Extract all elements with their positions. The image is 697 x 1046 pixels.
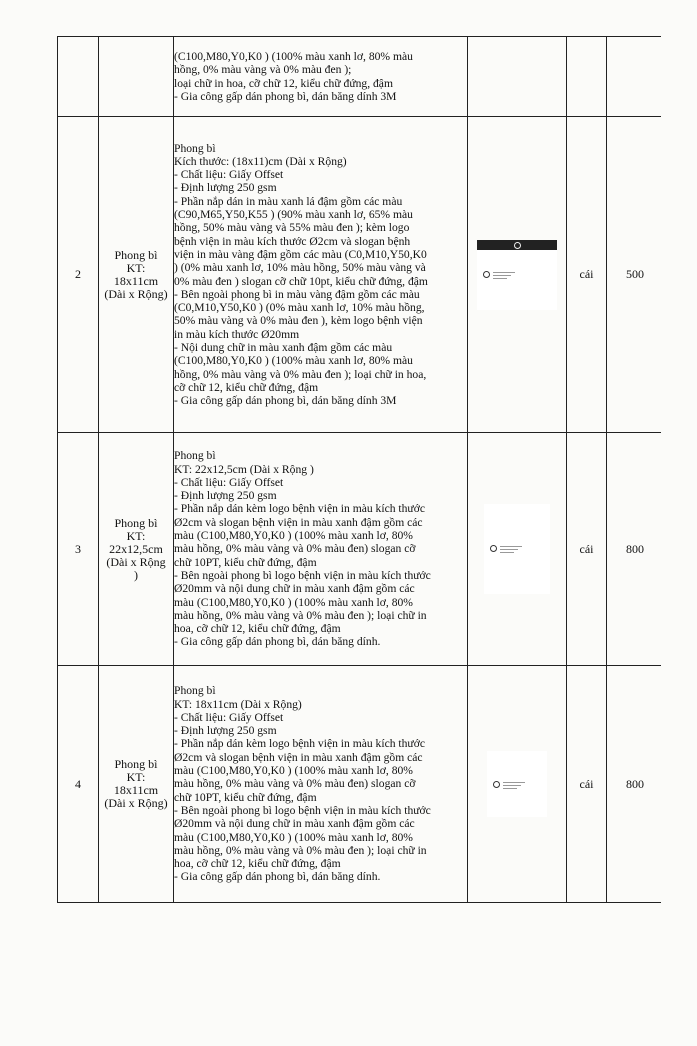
description-line: - Gia công gấp dán phong bì, dán băng dính 3M: [174, 394, 397, 408]
description-cell: [174, 433, 468, 666]
description-line: Ø2cm và slogan bệnh viện in màu xanh đậm gồm các: [174, 515, 423, 529]
unit-cell: cái: [567, 117, 607, 433]
description-line: chữ 10PT, kiểu chữ đứng, đậm: [174, 790, 317, 804]
description-line: - Chất liệu: Giấy Offset: [174, 475, 284, 489]
description-line: cỡ chữ 12, kiểu chữ đứng, đậm: [174, 380, 319, 394]
description-line: - Nội dung chữ in màu xanh đậm gồm các màu: [174, 340, 393, 354]
description-line: Ø20mm và nội dung chữ in màu xanh đậm gồm các: [174, 817, 415, 831]
description-line: màu (C100,M80,Y0,K0 ) (100% màu xanh lơ, 80%: [174, 529, 413, 543]
description-line: hoa, cỡ chữ 12, kiểu chữ đứng, đậm: [174, 622, 341, 636]
description-line: Phong bì: [174, 141, 216, 155]
logo-icon: [490, 545, 497, 552]
description-line: bệnh viện in màu kích thước Ø2cm và slogan bệnh: [174, 234, 411, 248]
description-line: - Gia công gấp dán phong bì, dán băng dính.: [174, 635, 381, 649]
description-line: - Phần nắp dán kèm logo bệnh viện in màu kích thước: [174, 502, 425, 516]
description-line: - Định lượng 250 gsm: [174, 489, 277, 503]
description-line: (C100,M80,Y0,K0 ) (100% màu xanh lơ, 80% màu: [174, 49, 413, 63]
item-name-line: KT:: [126, 528, 146, 543]
description-line: màu hồng, 0% màu vàng và 0% màu đen ); loại chữ in: [174, 608, 427, 622]
description-line: - Bên ngoài phong bì in màu vàng đậm gồm các màu: [174, 287, 420, 301]
description-line: - Bên ngoài phong bì logo bệnh viện in màu kích thước: [174, 803, 431, 817]
unit-cell: [567, 37, 607, 117]
logo-icon: [493, 781, 500, 788]
description-line: - Chất liệu: Giấy Offset: [174, 710, 284, 724]
description-line: Ø20mm và nội dung chữ in màu xanh đậm gồm các: [174, 582, 415, 596]
sample-image-cell: [468, 433, 567, 666]
row-number-cell: 3: [58, 433, 99, 666]
quantity-cell: [607, 37, 664, 117]
description-line: hồng, 50% màu vàng và 55% màu đen ); kèm logo: [174, 221, 410, 235]
item-name-line: 18x11cm: [113, 783, 159, 797]
table-body: [58, 37, 664, 903]
description-line: - Gia công gấp dán phong bì, dán băng dính.: [174, 870, 381, 884]
description-line: 0% màu đen ) slogan cỡ chữ 10pt, kiểu chữ đứng, đậm: [174, 274, 428, 288]
sample-image-cell: [468, 117, 567, 433]
description-line: màu (C100,M80,Y0,K0 ) (100% màu xanh lơ, 80%: [174, 764, 413, 778]
description-cell: [174, 37, 468, 117]
envelope-sample-image: [487, 751, 547, 817]
description-line: Phong bì: [174, 449, 216, 463]
row-number-cell: 2: [58, 117, 99, 433]
row-number-cell: 4: [58, 666, 99, 903]
table-row: [58, 666, 664, 903]
description-line: - Chất liệu: Giấy Offset: [174, 168, 284, 182]
description-line: (C100,M80,Y0,K0 ) (100% màu xanh lơ, 80% màu: [174, 354, 413, 368]
table-row: [58, 37, 664, 117]
item-name-line: (Dài x Rộng): [104, 796, 168, 810]
description-line: màu hồng, 0% màu vàng và 0% màu đen) slogan cỡ: [174, 542, 416, 556]
item-name-cell: [99, 117, 174, 433]
quantity-cell: 800: [607, 433, 664, 666]
unit-cell: cái: [567, 666, 607, 903]
item-name-cell: [99, 37, 174, 117]
item-name-line: ): [134, 567, 138, 582]
description-line: ) (0% màu xanh lơ, 10% màu hồng, 50% màu vàng và: [174, 261, 426, 275]
description-line: - Phần nắp dán kèm logo bệnh viện in màu kích thước: [174, 737, 425, 751]
description-line: màu hồng, 0% màu vàng và 0% màu đen ); loại chữ in: [174, 843, 427, 857]
description-line: màu (C100,M80,Y0,K0 ) (100% màu xanh lơ, 80%: [174, 830, 413, 844]
description-line: Ø2cm và slogan bệnh viện in màu xanh đậm gồm các: [174, 750, 423, 764]
item-name-line: 22x12,5cm: [109, 541, 163, 556]
item-name-line: KT:: [126, 770, 146, 784]
description-line: hồng, 0% màu vàng và 0% màu đen );: [174, 63, 352, 77]
description-line: (C90,M65,Y50,K55 ) (90% màu xanh lơ, 65% màu: [174, 208, 413, 222]
item-name-line: Phong bì: [114, 247, 158, 262]
specification-table: [57, 36, 664, 903]
item-name-line: (Dài x Rộng): [104, 286, 168, 301]
description-line: hoa, cỡ chữ 12, kiểu chữ đứng, đậm: [174, 857, 341, 871]
description-line: - Định lượng 250 gsm: [174, 181, 277, 195]
description-cell: [174, 117, 468, 433]
item-name-line: Phong bì: [114, 515, 158, 530]
item-name-cell: [99, 666, 174, 903]
description-line: KT: 22x12,5cm (Dài x Rộng ): [174, 462, 314, 476]
description-line: in màu kích thước Ø20mm: [174, 327, 300, 341]
description-line: màu hồng, 0% màu vàng và 0% màu đen) slogan cỡ: [174, 777, 416, 791]
table-row: [58, 117, 664, 433]
sample-image-cell: [468, 666, 567, 903]
description-line: loại chữ in hoa, cỡ chữ 12, kiểu chữ đứng, đậm: [174, 76, 393, 90]
description-line: - Định lượng 250 gsm: [174, 724, 277, 738]
page-edge: [661, 0, 697, 1046]
description-line: 50% màu vàng và 0% màu đen ), kèm logo bệnh viện: [174, 314, 423, 328]
description-line: màu (C100,M80,Y0,K0 ) (100% màu xanh lơ, 80%: [174, 595, 413, 609]
item-name-line: (Dài x Rộng: [106, 554, 166, 569]
table-row: [58, 433, 664, 666]
description-line: - Gia công gấp dán phong bì, dán băng dính 3M: [174, 89, 397, 103]
item-name-cell: [99, 433, 174, 666]
sample-image-cell: [468, 37, 567, 117]
quantity-cell: 800: [607, 666, 664, 903]
description-line: (C0,M10,Y50,K0 ) (0% màu xanh lơ, 10% màu hồng,: [174, 301, 425, 315]
description-line: KT: 18x11cm (Dài x Rộng): [174, 697, 302, 711]
unit-cell: cái: [567, 433, 607, 666]
description-cell: [174, 666, 468, 903]
envelope-sample-image: [484, 504, 550, 594]
quantity-cell: 500: [607, 117, 664, 433]
description-line: hồng, 0% màu vàng và 0% màu đen ); loại chữ in hoa,: [174, 367, 427, 381]
description-line: Phong bì: [174, 684, 216, 698]
logo-icon: [483, 271, 490, 278]
description-line: - Bên ngoài phong bì logo bệnh viện in màu kích thước: [174, 568, 431, 582]
envelope-sample-image: [477, 240, 557, 310]
description-line: - Phần nắp dán in màu xanh lá đậm gồm các màu: [174, 194, 403, 208]
row-number-cell: [58, 37, 99, 117]
description-line: Kích thước: (18x11)cm (Dài x Rộng): [174, 154, 347, 168]
item-name-line: KT:: [126, 260, 146, 275]
description-line: viện in màu vàng đậm gồm các màu (C0,M10,Y50,K0: [174, 247, 427, 261]
description-line: chữ 10PT, kiểu chữ đứng, đậm: [174, 555, 317, 569]
item-name-line: Phong bì: [114, 757, 158, 771]
item-name-line: 18x11cm: [113, 273, 159, 288]
